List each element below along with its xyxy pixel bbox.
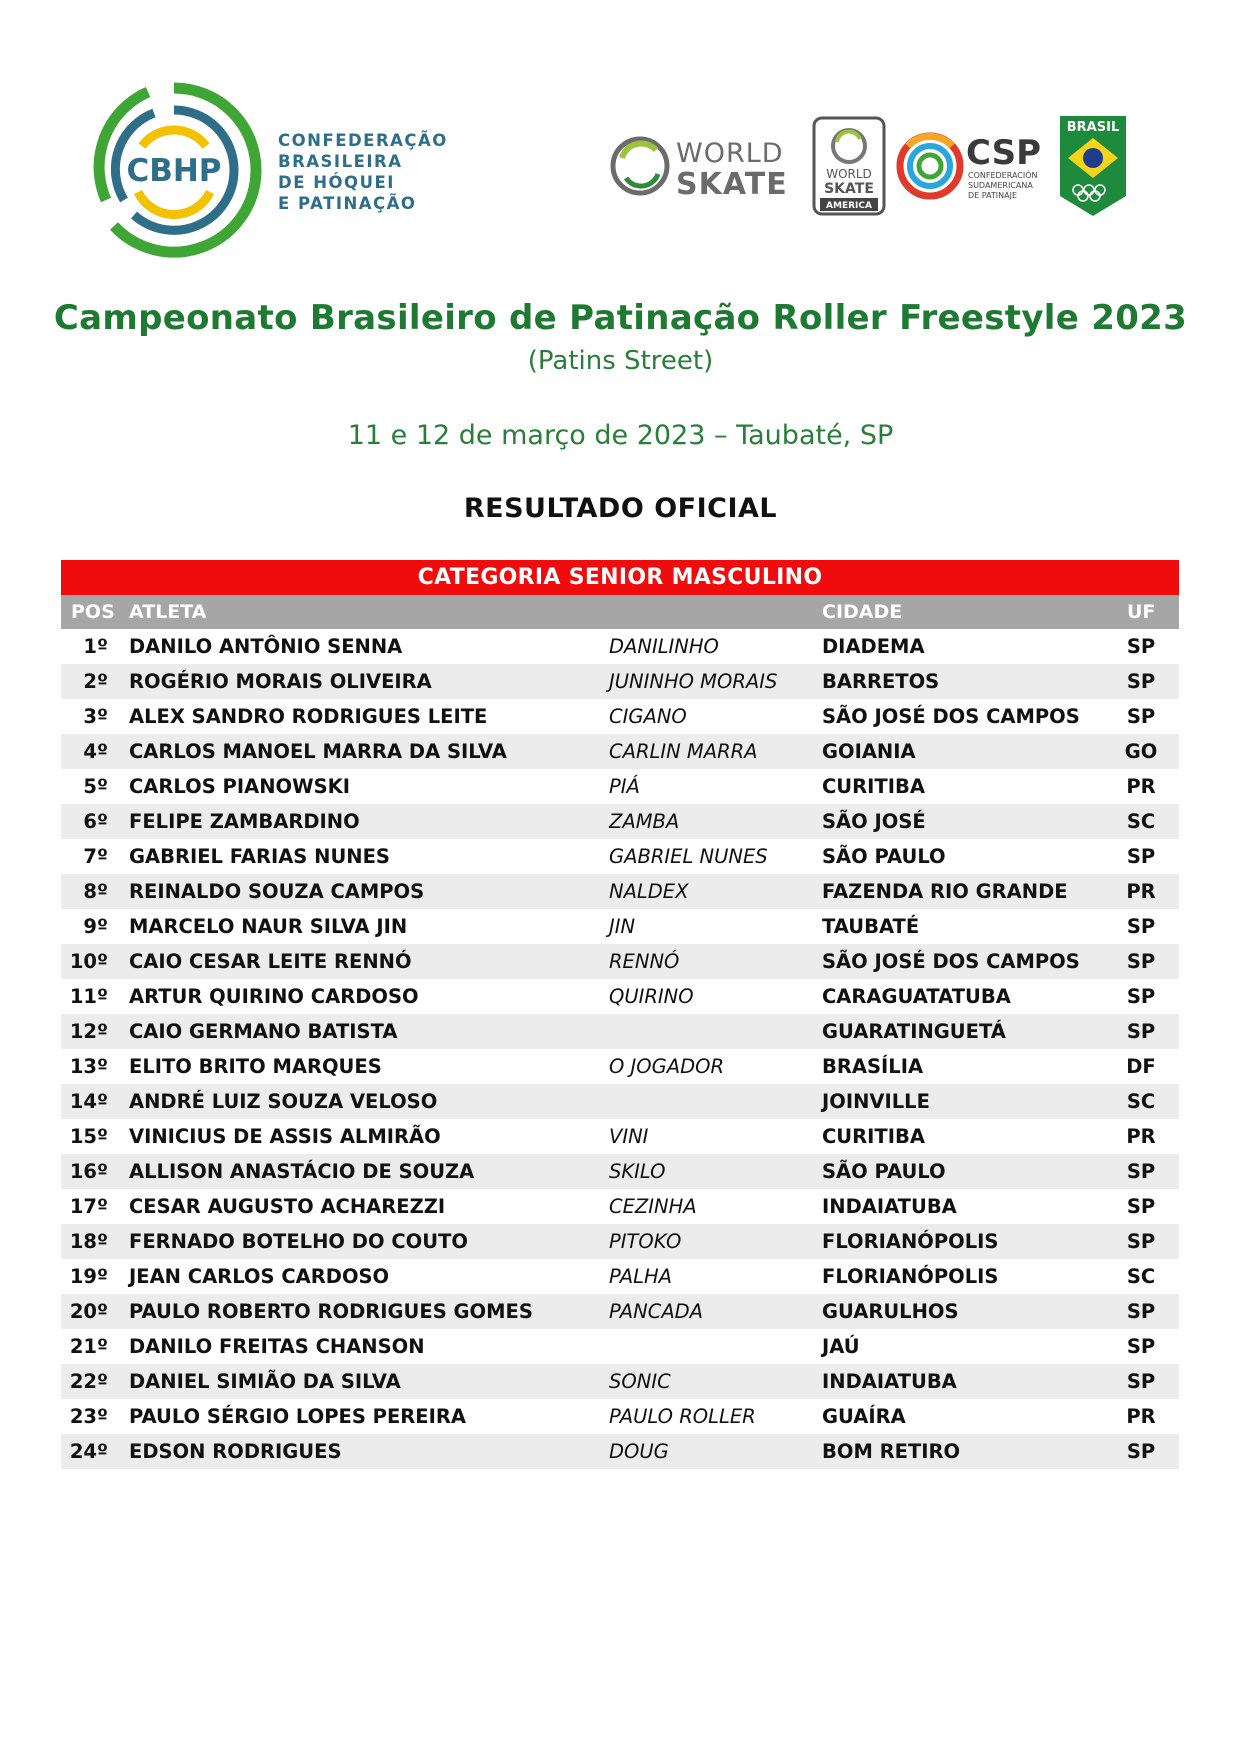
table-row <box>61 769 1179 804</box>
athlete-cell: DANILO ANTÔNIO SENNA <box>129 635 403 658</box>
position-cell: 1º <box>83 635 108 658</box>
uf-cell: SP <box>1126 1440 1156 1463</box>
position-cell: 12º <box>69 1020 108 1043</box>
world-skate-america-logo <box>814 118 884 214</box>
wsa-word-3: AMERICA <box>826 201 872 211</box>
csp-line-1: CONFEDERACIÓN <box>968 171 1038 180</box>
uf-cell: SC <box>1126 1090 1156 1113</box>
table-body <box>61 629 1179 1469</box>
uf-cell: PR <box>1126 1125 1156 1148</box>
official-result-heading: RESULTADO OFICIAL <box>463 493 778 524</box>
table-row <box>61 699 1179 734</box>
position-cell: 4º <box>83 740 108 763</box>
uf-cell: SP <box>1126 915 1156 938</box>
table-row <box>61 909 1179 944</box>
uf-cell: SP <box>1126 1020 1156 1043</box>
uf-cell: SP <box>1126 635 1156 658</box>
city-cell: INDAIATUBA <box>822 1370 957 1393</box>
uf-cell: PR <box>1126 880 1156 903</box>
athlete-cell: JEAN CARLOS CARDOSO <box>129 1265 390 1288</box>
city-cell: JOINVILLE <box>822 1090 930 1113</box>
uf-cell: SP <box>1126 845 1156 868</box>
position-cell: 16º <box>69 1160 108 1183</box>
header-uf: UF <box>1127 601 1156 623</box>
position-cell: 19º <box>69 1265 108 1288</box>
city-cell: DIADEMA <box>822 635 925 658</box>
nickname-cell: CEZINHA <box>609 1195 697 1218</box>
nickname-cell: DOUG <box>609 1440 669 1463</box>
athlete-cell: CARLOS PIANOWSKI <box>129 775 351 798</box>
city-cell: FLORIANÓPOLIS <box>822 1230 999 1253</box>
table-row <box>61 1329 1179 1364</box>
position-cell: 10º <box>69 950 108 973</box>
cbhp-name-line: DE HÓQUEI <box>278 173 395 192</box>
nickname-cell: PAULO ROLLER <box>609 1405 756 1428</box>
position-cell: 2º <box>83 670 108 693</box>
city-cell: SÃO JOSÉ DOS CAMPOS <box>822 950 1080 973</box>
uf-cell: SP <box>1126 950 1156 973</box>
world-skate-word-1: WORLD <box>676 138 784 169</box>
nickname-cell: RENNÓ <box>609 950 680 973</box>
position-cell: 20º <box>69 1300 108 1323</box>
position-cell: 14º <box>69 1090 108 1113</box>
city-cell: GUARATINGUETÁ <box>822 1020 1006 1043</box>
csp-line-2: SUDAMERICANA <box>968 181 1033 190</box>
csp-word: CSP <box>966 133 1041 173</box>
city-cell: CURITIBA <box>822 775 925 798</box>
city-cell: SÃO PAULO <box>822 845 946 868</box>
table-row <box>61 1119 1179 1154</box>
nickname-cell: NALDEX <box>609 880 689 903</box>
uf-cell: SC <box>1126 810 1156 833</box>
table-row <box>61 1364 1179 1399</box>
nickname-cell: SKILO <box>609 1160 666 1183</box>
city-cell: BARRETOS <box>822 670 940 693</box>
uf-cell: SP <box>1126 1160 1156 1183</box>
athlete-cell: VINICIUS DE ASSIS ALMIRÃO <box>129 1125 441 1148</box>
athlete-cell: DANIEL SIMIÃO DA SILVA <box>129 1370 401 1393</box>
cbhp-name-line: BRASILEIRA <box>278 152 403 171</box>
nickname-cell: O JOGADOR <box>609 1055 725 1078</box>
uf-cell: SP <box>1126 1335 1156 1358</box>
uf-cell: SP <box>1126 705 1156 728</box>
position-cell: 18º <box>69 1230 108 1253</box>
position-cell: 3º <box>83 705 108 728</box>
cbhp-name-line: CONFEDERAÇÃO <box>278 131 448 150</box>
table-row <box>61 1154 1179 1189</box>
uf-cell: SP <box>1126 1230 1156 1253</box>
athlete-cell: GABRIEL FARIAS NUNES <box>129 845 390 868</box>
uf-cell: SP <box>1126 670 1156 693</box>
uf-cell: PR <box>1126 775 1156 798</box>
athlete-cell: ROGÉRIO MORAIS OLIVEIRA <box>129 670 432 693</box>
cbhp-name <box>278 130 448 214</box>
nickname-cell: PANCADA <box>609 1300 704 1323</box>
city-cell: TAUBATÉ <box>822 915 920 938</box>
table-row <box>61 1259 1179 1294</box>
nickname-cell: QUIRINO <box>609 985 694 1008</box>
athlete-cell: CESAR AUGUSTO ACHAREZZI <box>129 1195 446 1218</box>
city-cell: BOM RETIRO <box>822 1440 961 1463</box>
partner-logos <box>608 112 1130 222</box>
uf-cell: SP <box>1126 1370 1156 1393</box>
event-subtitle: (Patins Street) <box>527 346 714 376</box>
nickname-cell: PIÁ <box>609 775 640 798</box>
position-cell: 8º <box>83 880 108 903</box>
athlete-cell: FELIPE ZAMBARDINO <box>129 810 360 833</box>
position-cell: 23º <box>69 1405 108 1428</box>
table-row <box>61 1014 1179 1049</box>
nickname-cell: GABRIEL NUNES <box>609 845 768 868</box>
event-title: Campeonato Brasileiro de Patinação Roller Freestyle 2023 <box>53 298 1188 338</box>
uf-cell: DF <box>1126 1055 1156 1078</box>
table-row <box>61 1224 1179 1259</box>
athlete-cell: ARTUR QUIRINO CARDOSO <box>129 985 419 1008</box>
position-cell: 22º <box>69 1370 108 1393</box>
city-cell: SÃO PAULO <box>822 1160 946 1183</box>
position-cell: 21º <box>69 1335 108 1358</box>
position-cell: 9º <box>83 915 108 938</box>
world-skate-logo <box>613 138 788 202</box>
csp-logo <box>900 133 1041 200</box>
athlete-cell: PAULO SÉRGIO LOPES PEREIRA <box>129 1405 466 1428</box>
athlete-cell: REINALDO SOUZA CAMPOS <box>129 880 425 903</box>
athlete-cell: EDSON RODRIGUES <box>129 1440 342 1463</box>
city-cell: JAÚ <box>822 1335 860 1358</box>
uf-cell: SP <box>1126 985 1156 1008</box>
cbhp-name-line: E PATINAÇÃO <box>278 194 417 213</box>
city-cell: FLORIANÓPOLIS <box>822 1265 999 1288</box>
wsa-word-2: SKATE <box>824 181 874 197</box>
cbhp-logo <box>84 80 264 260</box>
city-cell: GUAÍRA <box>822 1405 906 1428</box>
athlete-cell: ALEX SANDRO RODRIGUES LEITE <box>129 705 488 728</box>
nickname-cell: SONIC <box>609 1370 671 1393</box>
city-cell: CARAGUATATUBA <box>822 985 1011 1008</box>
city-cell: GOIANIA <box>822 740 916 763</box>
table-row <box>61 1049 1179 1084</box>
position-cell: 17º <box>69 1195 108 1218</box>
uf-cell: SC <box>1126 1265 1156 1288</box>
position-cell: 6º <box>83 810 108 833</box>
athlete-cell: CAIO GERMANO BATISTA <box>129 1020 398 1043</box>
nickname-cell: DANILINHO <box>609 635 719 658</box>
cbhp-logo-text: CBHP <box>126 153 222 189</box>
nickname-cell: CIGANO <box>609 705 687 728</box>
nickname-cell: CARLIN MARRA <box>609 740 758 763</box>
uf-cell: SP <box>1126 1300 1156 1323</box>
csp-line-3: DE PATINAJE <box>968 191 1018 200</box>
uf-cell: GO <box>1124 740 1158 763</box>
city-cell: SÃO JOSÉ DOS CAMPOS <box>822 705 1080 728</box>
table-row <box>61 839 1179 874</box>
header-pos: POS <box>71 601 115 623</box>
athlete-cell: PAULO ROBERTO RODRIGUES GOMES <box>129 1300 533 1323</box>
table-row <box>61 1294 1179 1329</box>
nickname-cell: JIN <box>609 915 636 938</box>
position-cell: 24º <box>69 1440 108 1463</box>
table-row <box>61 734 1179 769</box>
table-row <box>61 664 1179 699</box>
athlete-cell: ANDRÉ LUIZ SOUZA VELOSO <box>129 1090 438 1113</box>
position-cell: 5º <box>83 775 108 798</box>
city-cell: INDAIATUBA <box>822 1195 957 1218</box>
athlete-cell: FERNADO BOTELHO DO COUTO <box>129 1230 468 1253</box>
position-cell: 7º <box>83 845 108 868</box>
table-row <box>61 1434 1179 1469</box>
world-skate-word-2: SKATE <box>676 167 788 202</box>
athlete-cell: DANILO FREITAS CHANSON <box>129 1335 425 1358</box>
table-row <box>61 1399 1179 1434</box>
table-header <box>61 595 1179 629</box>
athlete-cell: ALLISON ANASTÁCIO DE SOUZA <box>129 1160 475 1183</box>
table-row <box>61 1084 1179 1119</box>
header-athlete: ATLETA <box>129 601 207 623</box>
city-cell: CURITIBA <box>822 1125 925 1148</box>
uf-cell: PR <box>1126 1405 1156 1428</box>
table-row <box>61 804 1179 839</box>
nickname-cell: PITOKO <box>609 1230 682 1253</box>
brasil-olympic-logo <box>1060 116 1126 216</box>
table-row <box>61 979 1179 1014</box>
header-city: CIDADE <box>822 601 903 623</box>
city-cell: BRASÍLIA <box>822 1055 924 1078</box>
city-cell: SÃO JOSÉ <box>822 810 926 833</box>
position-cell: 15º <box>69 1125 108 1148</box>
wsa-word-1: WORLD <box>826 167 872 181</box>
event-dateline: 11 e 12 de março de 2023 – Taubaté, SP <box>347 420 894 451</box>
nickname-cell: JUNINHO MORAIS <box>609 670 778 693</box>
nickname-cell: ZAMBA <box>609 810 680 833</box>
position-cell: 11º <box>69 985 108 1008</box>
city-cell: GUARULHOS <box>822 1300 959 1323</box>
athlete-cell: MARCELO NAUR SILVA JIN <box>129 915 408 938</box>
table-row <box>61 944 1179 979</box>
uf-cell: SP <box>1126 1195 1156 1218</box>
nickname-cell: PALHA <box>609 1265 672 1288</box>
athlete-cell: ELITO BRITO MARQUES <box>129 1055 382 1078</box>
table-row <box>61 874 1179 909</box>
city-cell: FAZENDA RIO GRANDE <box>822 880 1068 903</box>
athlete-cell: CAIO CESAR LEITE RENNÓ <box>129 950 412 973</box>
category-banner: CATEGORIA SENIOR MASCULINO <box>61 560 1179 595</box>
brasil-word: BRASIL <box>1066 120 1120 135</box>
athlete-cell: CARLOS MANOEL MARRA DA SILVA <box>129 740 507 763</box>
nickname-cell: VINI <box>609 1125 649 1148</box>
table-row <box>61 1189 1179 1224</box>
table-row <box>61 629 1179 664</box>
results-table <box>61 560 1179 1469</box>
position-cell: 13º <box>69 1055 108 1078</box>
